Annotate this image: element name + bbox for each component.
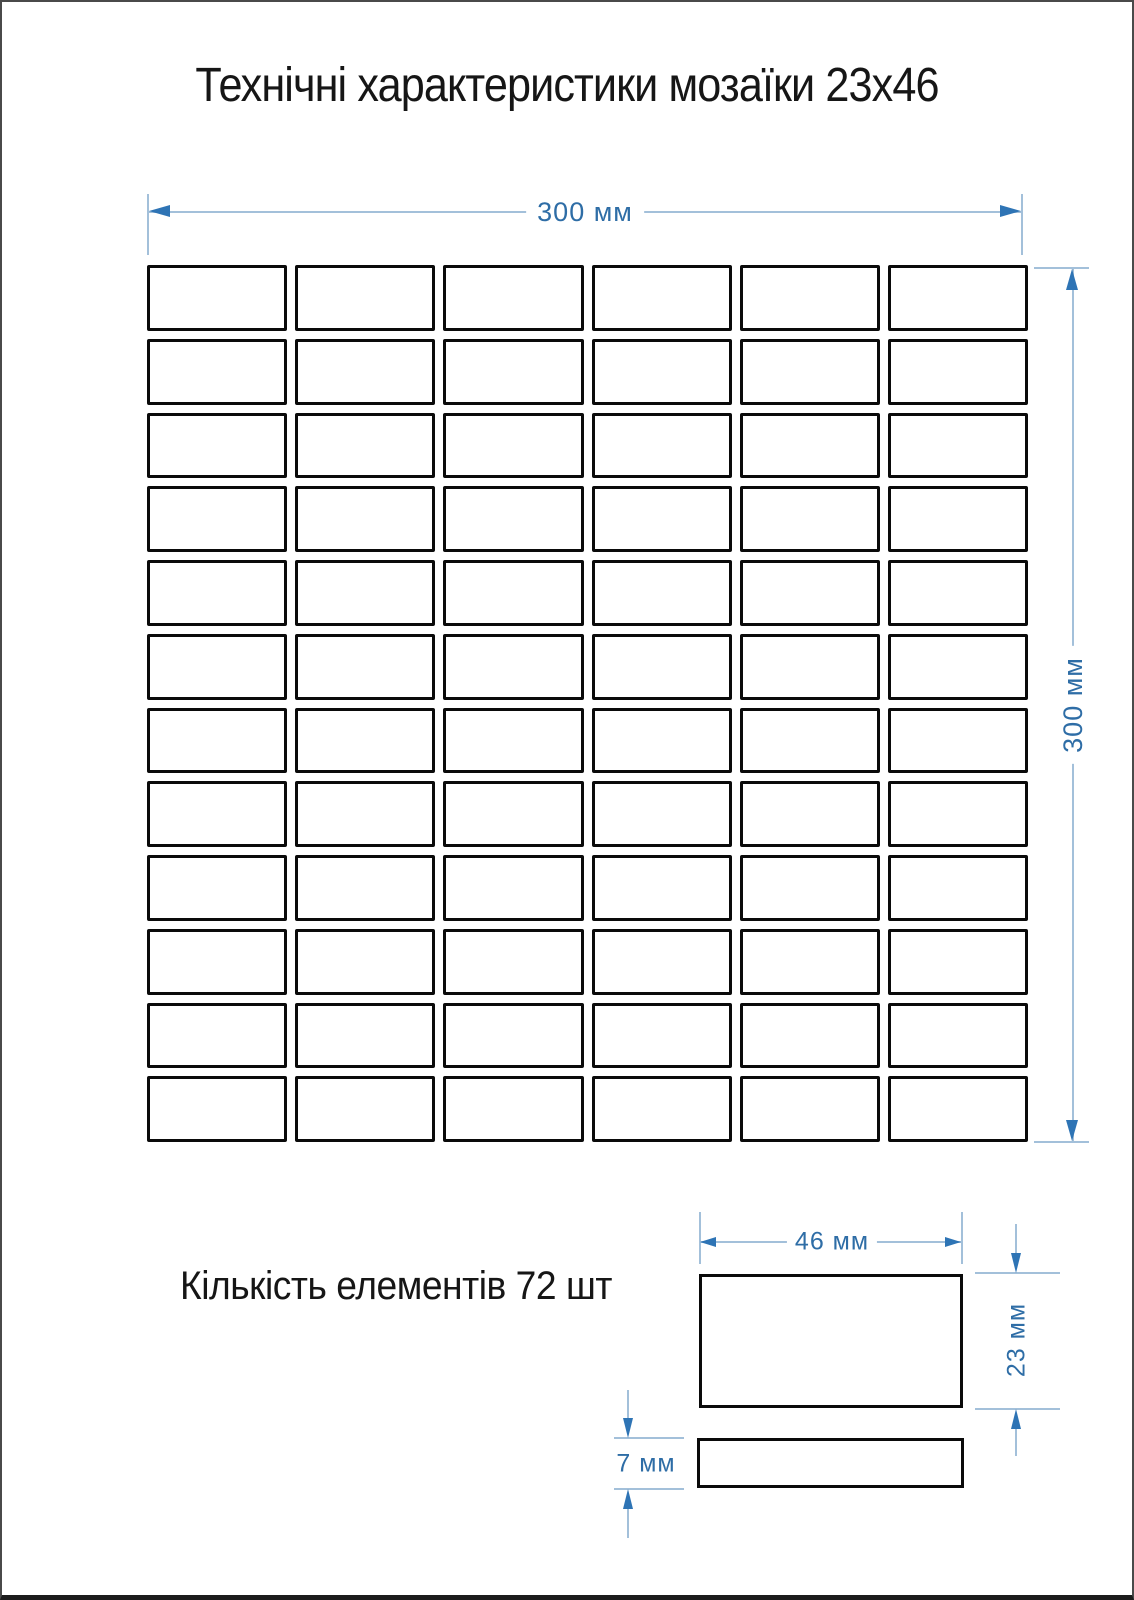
mosaic-tile [740,265,880,331]
mosaic-tile [443,929,583,995]
mosaic-tile [147,413,287,479]
arrow-down-icon [1066,1120,1078,1141]
mosaic-tile [592,855,732,921]
mosaic-tile [147,486,287,552]
mosaic-tile [147,634,287,700]
arrow-up-icon [623,1489,633,1509]
mosaic-tile [592,708,732,774]
mosaic-tile [295,560,435,626]
mosaic-tile [888,634,1028,700]
mosaic-tile [888,560,1028,626]
mosaic-tile [740,708,880,774]
extension-line [1034,267,1089,269]
mosaic-tile [147,560,287,626]
mosaic-tile [147,929,287,995]
mosaic-tile [592,634,732,700]
arrow-up-icon [1011,1409,1021,1429]
mosaic-tile [592,339,732,405]
mosaic-tile [295,339,435,405]
arrow-right-icon [945,1237,961,1247]
mosaic-tile [295,855,435,921]
element-thickness-value: 7 мм [608,1450,683,1478]
mosaic-tile [295,929,435,995]
mosaic-tile [740,560,880,626]
arrow-down-icon [1011,1253,1021,1273]
dimension-line [627,1390,629,1419]
page-title: Технічні характеристики мозаїки 23х46 [195,59,939,112]
mosaic-tile [740,1076,880,1142]
arrow-left-icon [149,205,170,217]
mosaic-tile [147,708,287,774]
mosaic-tile [888,1076,1028,1142]
extension-line [1021,194,1023,255]
elements-count-label: Кількість елементів 72 шт [180,1264,612,1308]
sheet-height-value: 300 мм [1059,646,1089,764]
mosaic-tile [740,1003,880,1069]
mosaic-tile [147,265,287,331]
mosaic-tile [443,781,583,847]
mosaic-tile [740,339,880,405]
mosaic-tile [888,781,1028,847]
arrow-up-icon [1066,269,1078,290]
mosaic-tile [888,265,1028,331]
mosaic-tile [443,486,583,552]
arrow-right-icon [1000,205,1021,217]
mosaic-tile [443,1076,583,1142]
mosaic-tile [888,708,1028,774]
element-face-view [699,1274,963,1408]
element-side-view [697,1438,964,1488]
mosaic-tile [295,486,435,552]
mosaic-tile [443,855,583,921]
dimension-line [1015,1224,1017,1254]
mosaic-tile [592,413,732,479]
dimension-line [627,1509,629,1538]
mosaic-tile [888,413,1028,479]
mosaic-tile [888,855,1028,921]
mosaic-tile [888,1003,1028,1069]
mosaic-tile [740,781,880,847]
mosaic-tile [295,708,435,774]
mosaic-tile [888,929,1028,995]
mosaic-tile [443,708,583,774]
mosaic-tile [295,413,435,479]
mosaic-tile [443,634,583,700]
mosaic-tile [295,1003,435,1069]
mosaic-tile [295,265,435,331]
mosaic-tile [295,781,435,847]
mosaic-tile [592,929,732,995]
mosaic-tile [443,413,583,479]
dimension-line [1015,1429,1017,1456]
mosaic-tile [592,1003,732,1069]
mosaic-tile [443,1003,583,1069]
mosaic-tile [295,634,435,700]
mosaic-tile [740,634,880,700]
mosaic-tile [592,560,732,626]
extension-line [961,1212,963,1264]
mosaic-tile [295,1076,435,1142]
mosaic-grid [147,265,1028,1142]
mosaic-tile [592,265,732,331]
mosaic-tile [592,1076,732,1142]
mosaic-tile [740,413,880,479]
extension-line [147,194,149,255]
mosaic-tile [147,855,287,921]
mosaic-tile [740,855,880,921]
mosaic-tile [147,1003,287,1069]
mosaic-tile [147,1076,287,1142]
mosaic-tile [592,781,732,847]
mosaic-tile [592,486,732,552]
mosaic-tile [147,781,287,847]
mosaic-tile [740,486,880,552]
element-width-value: 46 мм [787,1228,877,1256]
extension-line [1034,1141,1089,1143]
mosaic-tile [740,929,880,995]
mosaic-tile [147,339,287,405]
element-height-value: 23 мм [1003,1295,1031,1385]
mosaic-tile [888,339,1028,405]
mosaic-tile [443,265,583,331]
mosaic-tile [443,339,583,405]
mosaic-tile [888,486,1028,552]
sheet-width-value: 300 мм [526,198,644,228]
arrow-left-icon [700,1237,716,1247]
arrow-down-icon [623,1418,633,1438]
mosaic-tile [443,560,583,626]
